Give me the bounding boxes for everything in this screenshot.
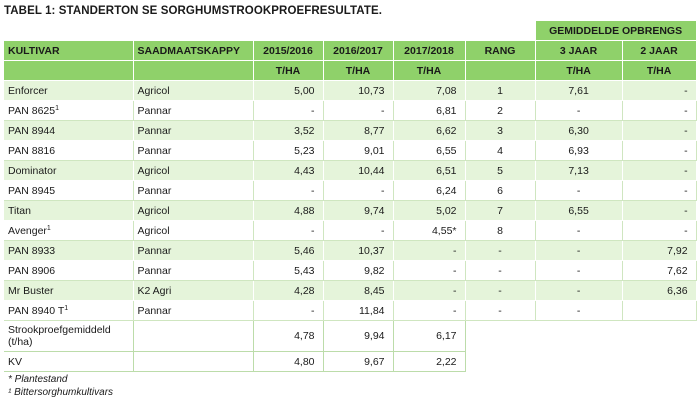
cell-3-jaar: - (535, 101, 622, 121)
cell-2017-2018: 6,62 (393, 121, 465, 141)
table-row (4, 81, 696, 101)
summary-2017-2018: 2,22 (393, 352, 465, 372)
footnotes (8, 373, 113, 399)
summary-2017-2018: 6,17 (393, 321, 465, 352)
unit-blank (465, 61, 535, 81)
cell-saadmaatskappy: Pannar (133, 261, 253, 281)
kultivar-footnote-mark: 1 (64, 304, 69, 312)
table-row (4, 221, 696, 241)
col-kultivar: KULTIVAR (4, 41, 133, 61)
cell-2016-2017: 9,01 (323, 141, 393, 161)
table-row (4, 161, 696, 181)
cell-rang: - (465, 301, 535, 321)
cell-2016-2017: 9,74 (323, 201, 393, 221)
cell-2015-2016: - (253, 101, 323, 121)
table-row (4, 141, 696, 161)
cell-kultivar (4, 101, 133, 121)
cell-2016-2017: 9,82 (323, 261, 393, 281)
table-title: TABEL 1: STANDERTON SE SORGHUMSTROOKPROEFRESULTATE. (4, 5, 383, 17)
group-header: GEMIDDELDE OPBRENGS (535, 21, 696, 41)
table-row (4, 181, 696, 201)
cell-2017-2018: 6,55 (393, 141, 465, 161)
kultivar-name: Enforcer (8, 84, 48, 97)
kultivar-name: PAN 8816 (8, 144, 56, 157)
unit-label: T/HA (393, 61, 465, 81)
summary-row (4, 321, 696, 352)
cell-2015-2016: 5,43 (253, 261, 323, 281)
cell-kultivar (4, 281, 133, 301)
cell-rang: - (465, 281, 535, 301)
cell-2015-2016: 3,52 (253, 121, 323, 141)
col-2015-2016: 2015/2016 (253, 41, 323, 61)
kultivar-name: PAN 8940 T (8, 304, 65, 317)
cell-2015-2016: - (253, 221, 323, 241)
cell-2017-2018: - (393, 261, 465, 281)
results-table (4, 21, 697, 372)
cell-2-jaar: - (622, 221, 696, 241)
col-3-jaar: 3 JAAR (535, 41, 622, 61)
cell-rang: - (465, 261, 535, 281)
cell-rang: 1 (465, 81, 535, 101)
cell-2-jaar: 6,36 (622, 281, 696, 301)
cell-rang: - (465, 241, 535, 261)
cell-2-jaar: - (622, 201, 696, 221)
cell-3-jaar: 7,13 (535, 161, 622, 181)
cell-2-jaar: 7,92 (622, 241, 696, 261)
table-body (4, 81, 696, 372)
cell-2017-2018: 5,02 (393, 201, 465, 221)
cell-saadmaatskappy: Pannar (133, 301, 253, 321)
cell-3-jaar: - (535, 241, 622, 261)
cell-2016-2017: 10,37 (323, 241, 393, 261)
kultivar-name: Titan (8, 204, 31, 217)
cell-saadmaatskappy: K2 Agri (133, 281, 253, 301)
kultivar-name: PAN 8944 (8, 124, 56, 137)
cell-kultivar (4, 241, 133, 261)
table-row (4, 261, 696, 281)
cell-kultivar (4, 121, 133, 141)
cell-2015-2016: 5,46 (253, 241, 323, 261)
cell-rang: 8 (465, 221, 535, 241)
col-saadmaatskappy: SAADMAATSKAPPY (133, 41, 253, 61)
col-rang: RANG (465, 41, 535, 61)
cell-2016-2017: - (323, 101, 393, 121)
summary-empty (465, 352, 535, 372)
summary-blank (133, 352, 253, 372)
cell-2017-2018: 7,08 (393, 81, 465, 101)
kultivar-footnote-mark: 1 (55, 104, 59, 112)
cell-kultivar (4, 201, 133, 221)
cell-2015-2016: 4,88 (253, 201, 323, 221)
cell-2015-2016: 5,23 (253, 141, 323, 161)
cell-saadmaatskappy: Agricol (133, 161, 253, 181)
cell-3-jaar: 7,61 (535, 81, 622, 101)
summary-row (4, 352, 696, 372)
cell-3-jaar: - (535, 301, 622, 321)
summary-2016-2017: 9,94 (323, 321, 393, 352)
cell-rang: 5 (465, 161, 535, 181)
cell-2015-2016: - (253, 181, 323, 201)
unit-label: T/HA (253, 61, 323, 81)
cell-2017-2018: 6,51 (393, 161, 465, 181)
unit-blank (133, 61, 253, 81)
summary-2015-2016: 4,78 (253, 321, 323, 352)
cell-3-jaar: - (535, 281, 622, 301)
cell-rang: 4 (465, 141, 535, 161)
unit-label: T/HA (323, 61, 393, 81)
kultivar-name: Avenger (8, 224, 47, 237)
kultivar-name: PAN 8945 (8, 184, 56, 197)
cell-saadmaatskappy: Pannar (133, 181, 253, 201)
cell-saadmaatskappy: Agricol (133, 201, 253, 221)
cell-kultivar (4, 81, 133, 101)
cell-2017-2018: - (393, 281, 465, 301)
summary-empty (535, 321, 622, 352)
cell-rang: 7 (465, 201, 535, 221)
cell-rang: 2 (465, 101, 535, 121)
cell-rang: 6 (465, 181, 535, 201)
cell-3-jaar: 6,55 (535, 201, 622, 221)
cell-saadmaatskappy: Agricol (133, 221, 253, 241)
col-2-jaar: 2 JAAR (622, 41, 696, 61)
table-row (4, 121, 696, 141)
summary-blank (133, 321, 253, 352)
col-2017-2018: 2017/2018 (393, 41, 465, 61)
cell-3-jaar: 6,93 (535, 141, 622, 161)
cell-2015-2016: 4,28 (253, 281, 323, 301)
cell-2016-2017: 10,44 (323, 161, 393, 181)
cell-2017-2018: 4,55* (393, 221, 465, 241)
cell-2015-2016: 4,43 (253, 161, 323, 181)
cell-2-jaar: - (622, 161, 696, 181)
cell-3-jaar: 6,30 (535, 121, 622, 141)
summary-label: KV (4, 352, 133, 372)
table-row (4, 301, 696, 321)
kultivar-name: PAN 8906 (8, 264, 56, 277)
unit-blank (4, 61, 133, 81)
cell-2-jaar: - (622, 181, 696, 201)
kultivar-name: PAN 8933 (8, 244, 56, 257)
cell-saadmaatskappy: Pannar (133, 241, 253, 261)
table-row (4, 201, 696, 221)
cell-3-jaar: - (535, 261, 622, 281)
footnote-plantestand: * Plantestand (8, 374, 68, 385)
cell-kultivar (4, 221, 133, 241)
footnote-bittersorghum: ¹ Bittersorghumkultivars (8, 387, 114, 398)
cell-3-jaar: - (535, 181, 622, 201)
table-row (4, 101, 696, 121)
cell-2-jaar: 7,62 (622, 261, 696, 281)
cell-kultivar (4, 301, 133, 321)
cell-2016-2017: 8,45 (323, 281, 393, 301)
cell-2017-2018: - (393, 301, 465, 321)
cell-3-jaar: - (535, 221, 622, 241)
kultivar-name: Mr Buster (8, 284, 54, 297)
unit-label: T/HA (535, 61, 622, 81)
cell-2-jaar: - (622, 141, 696, 161)
cell-2-jaar: - (622, 81, 696, 101)
table-row (4, 241, 696, 261)
cell-2015-2016: - (253, 301, 323, 321)
kultivar-footnote-mark: 1 (46, 224, 51, 232)
kultivar-name: PAN 8625 (8, 104, 56, 117)
cell-kultivar (4, 181, 133, 201)
cell-kultivar (4, 161, 133, 181)
cell-kultivar (4, 261, 133, 281)
summary-empty (622, 321, 696, 352)
summary-label: Strookproefgemiddeld (t/ha) (4, 321, 133, 352)
cell-2-jaar (622, 301, 696, 321)
cell-2016-2017: 8,77 (323, 121, 393, 141)
table-row (4, 281, 696, 301)
cell-saadmaatskappy: Pannar (133, 141, 253, 161)
cell-2016-2017: 10,73 (323, 81, 393, 101)
cell-2015-2016: 5,00 (253, 81, 323, 101)
cell-2016-2017: - (323, 221, 393, 241)
col-2016-2017: 2016/2017 (323, 41, 393, 61)
cell-saadmaatskappy: Pannar (133, 121, 253, 141)
cell-saadmaatskappy: Agricol (133, 81, 253, 101)
group-header-spacer (4, 21, 535, 41)
summary-empty (535, 352, 622, 372)
summary-empty (465, 321, 535, 352)
cell-2016-2017: - (323, 181, 393, 201)
unit-label: T/HA (622, 61, 696, 81)
cell-2017-2018: - (393, 241, 465, 261)
cell-2-jaar: - (622, 101, 696, 121)
cell-rang: 3 (465, 121, 535, 141)
summary-2015-2016: 4,80 (253, 352, 323, 372)
summary-empty (622, 352, 696, 372)
cell-kultivar (4, 141, 133, 161)
cell-2017-2018: 6,81 (393, 101, 465, 121)
kultivar-name: Dominator (8, 164, 57, 177)
summary-2016-2017: 9,67 (323, 352, 393, 372)
cell-2016-2017: 11,84 (323, 301, 393, 321)
cell-saadmaatskappy: Pannar (133, 101, 253, 121)
cell-2017-2018: 6,24 (393, 181, 465, 201)
cell-2-jaar: - (622, 121, 696, 141)
